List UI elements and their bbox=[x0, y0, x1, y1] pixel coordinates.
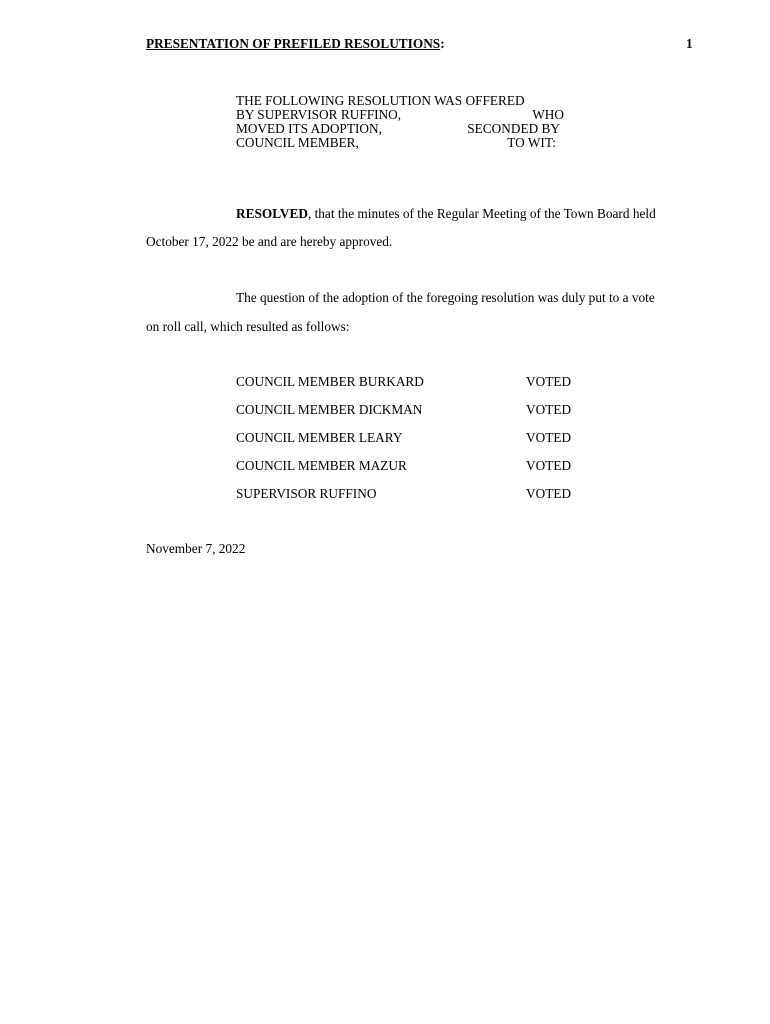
resolution-line-2: October 17, 2022 be and are hereby approved. bbox=[146, 234, 393, 249]
intro-line-4 bbox=[236, 136, 564, 150]
document-date: November 7, 2022 bbox=[146, 541, 246, 556]
vote-intro-line-1: The question of the adoption of the foregoing resolution was duly put to a vote bbox=[236, 290, 655, 305]
vote-name-dickman: COUNCIL MEMBER DICKMAN bbox=[236, 402, 423, 417]
vote-name-mazur: COUNCIL MEMBER MAZUR bbox=[236, 458, 407, 473]
heading-colon: : bbox=[440, 36, 445, 51]
vote-value-burkard: VOTED bbox=[526, 374, 572, 389]
resolution-line-1 bbox=[236, 206, 656, 222]
intro-line-1-left: THE FOLLOWING RESOLUTION WAS OFFERED bbox=[236, 93, 525, 108]
intro-line-2-right: WHO bbox=[532, 107, 564, 122]
vote-name-ruffino: SUPERVISOR RUFFINO bbox=[236, 486, 377, 501]
vote-value-leary: VOTED bbox=[526, 430, 572, 445]
vote-value-ruffino: VOTED bbox=[526, 486, 572, 501]
intro-line-2-left: BY SUPERVISOR RUFFINO, bbox=[236, 107, 402, 122]
vote-name-burkard: COUNCIL MEMBER BURKARD bbox=[236, 374, 424, 389]
intro-line-4-left: COUNCIL MEMBER, bbox=[236, 135, 359, 150]
page-heading bbox=[146, 36, 445, 52]
intro-line-1 bbox=[236, 94, 564, 108]
resolved-keyword: RESOLVED bbox=[236, 206, 308, 221]
intro-line-2 bbox=[236, 108, 564, 122]
heading-title: PRESENTATION OF PREFILED RESOLUTIONS bbox=[146, 36, 441, 51]
intro-line-3-left: MOVED ITS ADOPTION, bbox=[236, 121, 382, 136]
intro-line-3 bbox=[236, 122, 564, 136]
intro-line-3-right: SECONDED BY bbox=[467, 121, 560, 136]
page-number: 1 bbox=[686, 36, 693, 51]
vote-intro-line-2: on roll call, which resulted as follows: bbox=[146, 319, 350, 334]
vote-value-mazur: VOTED bbox=[526, 458, 572, 473]
vote-value-dickman: VOTED bbox=[526, 402, 572, 417]
intro-line-4-right: TO WIT: bbox=[507, 135, 556, 150]
resolution-line-1-text: , that the minutes of the Regular Meeting of the Town Board held bbox=[307, 206, 656, 221]
vote-name-leary: COUNCIL MEMBER LEARY bbox=[236, 430, 403, 445]
